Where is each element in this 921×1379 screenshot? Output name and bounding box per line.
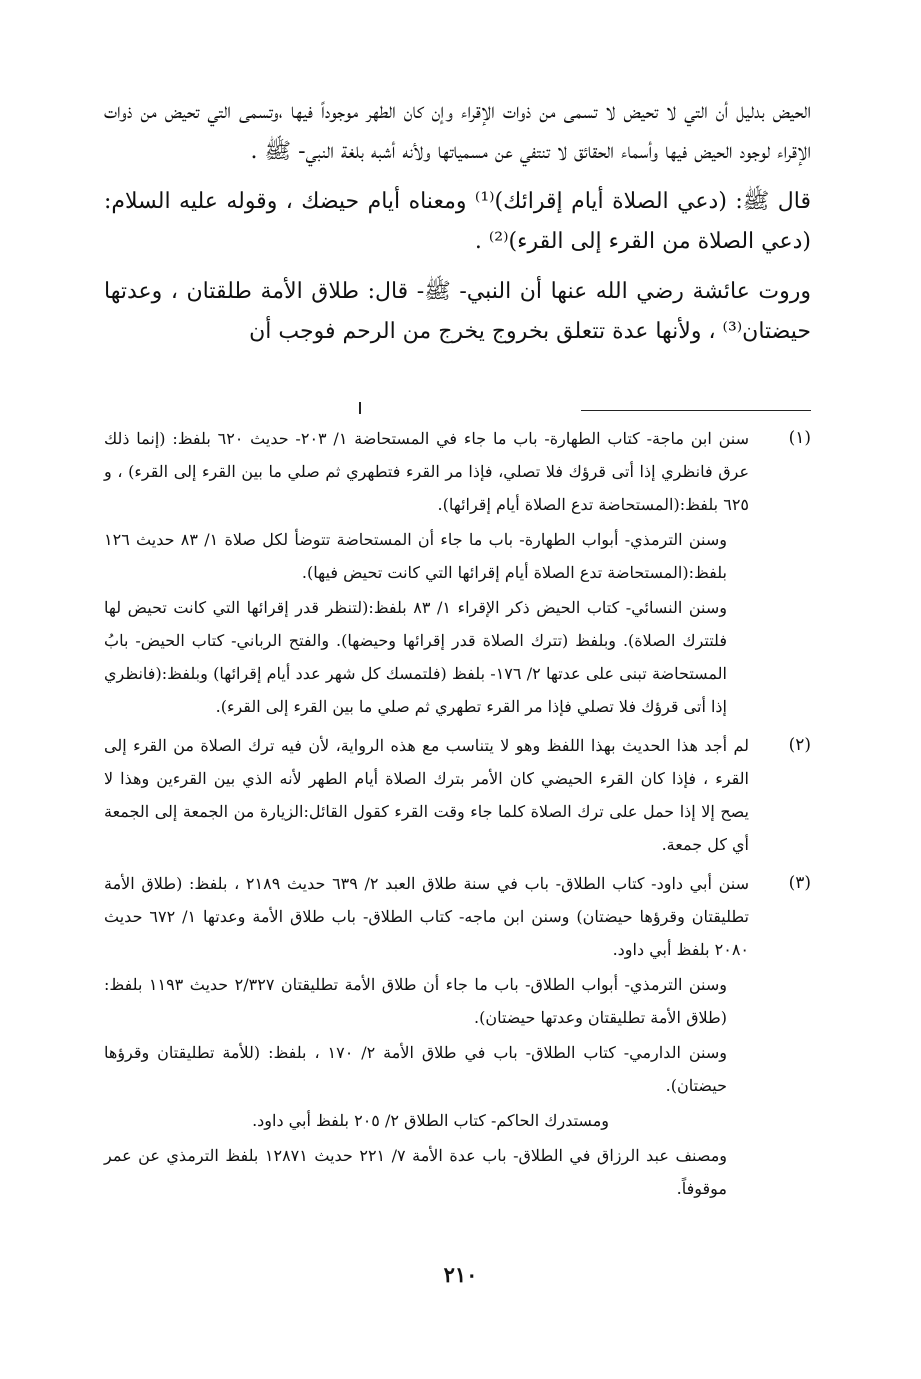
page-number: ٢١٠ bbox=[443, 1262, 478, 1287]
main-paragraph-1: الحيض بدليل أن التي لا تحيض لا تسمى من ذوات الإقراء وإن كان الطهر موجوداً فيها ،وتسمى التي تحيض من ذوات الإقراء لوجود الحيض فيها وأسماء الحقائق لا تنتفي عن مسمياتها ولأنه أشبه بلغة النبي- ﷺ . bbox=[104, 99, 811, 164]
footnote-paragraph: وسنن الدارمي- كتاب الطلاق- باب في طلاق الأمة ٢/ ١٧٠ ، بلفظ: (للأمة تطليقتان وقرؤها حيضتان). bbox=[104, 1043, 728, 1095]
footnote-number: (٣) bbox=[788, 873, 811, 893]
footnote-number: (٢) bbox=[788, 735, 811, 755]
footnote-3 bbox=[104, 867, 811, 1205]
main-paragraph-2: قال ﷺ: (دعي الصلاة أيام إقرائك)⁽¹⁾ ومعناه أيام حيضك ، وقوله عليه السلام: (دعي الصلاة من القرء إلى القرء)⁽²⁾ . bbox=[104, 189, 811, 254]
footnote-paragraph: وسنن الترمذي- أبواب الطلاق- باب ما جاء أن طلاق الأمة تطليقتان ٢/٣٢٧ حديث ١١٩٣ بلفظ: (طلاق الأمة تطليقتان وعدتها حيضتان). bbox=[104, 975, 728, 1027]
footnote-number: (١) bbox=[788, 428, 811, 448]
separator-tick-mark bbox=[359, 402, 361, 414]
footnote-separator bbox=[581, 410, 811, 411]
main-paragraph-3: وروت عائشة رضي الله عنها أن النبي- ﷺ- قال: طلاق الأمة طلقتان ، وعدتها حيضتان⁽³⁾ ، ولأنها عدة تتعلق بخروج يخرج من الرحم فوجب أن bbox=[104, 279, 811, 344]
footnotes bbox=[104, 422, 811, 1211]
footnote-2 bbox=[104, 729, 811, 861]
footnote-paragraph: ومستدرك الحاكم- كتاب الطلاق ٢/ ٢٠٥ بلفظ أبي داود. bbox=[252, 1111, 609, 1130]
footnote-paragraph: ومصنف عبد الرزاق في الطلاق- باب عدة الأمة ٧/ ٢٢١ حديث ١٢٨٧١ بلفظ الترمذي عن عمر موقوفاً. bbox=[104, 1146, 728, 1198]
footnote-paragraph: وسنن الترمذي- أبواب الطهارة- باب ما جاء أن المستحاضة تتوضأ لكل صلاة ١/ ٨٣ حديث ١٢٦ بلفظ:(المستحاضة تدع الصلاة أيام إقرائها التي كانت تحيض فيها). bbox=[104, 530, 727, 582]
main-text bbox=[104, 92, 811, 362]
footnote-paragraph: وسنن النسائي- كتاب الحيض ذكر الإقراء ١/ ٨٣ بلفظ:(لتنظر قدر إقرائها التي كانت تحيض لها فلتترك الصلاة). وبلفظ (تترك الصلاة قدر إقرائها وحيضها). والفتح الرباني- كتاب الحيض- بابُ المستحاضة تبنى على عدتها ٢/ ١٧٦- بلفظ (فلتمسك كل شهر عدد أيام إقرائها) وبلفظ:(فانظري إذا أتى قرؤك فلا تصلي فإذا مر القرء تطهري ثم صلي ما بين القرء إلى القرء). bbox=[104, 598, 727, 716]
footnote-1 bbox=[104, 422, 811, 723]
footnote-paragraph: سنن أبي داود- كتاب الطلاق- باب في سنة طلاق العبد ٢/ ٦٣٩ حديث ٢١٨٩ ، بلفظ: (طلاق الأمة تطليقتان وقرؤها حيضتان) وسنن ابن ماجه- كتاب الطلاق- باب طلاق الأمة وعدتها ١/ ٦٧٢ حديث ٢٠٨٠ بلفظ أبي داود. bbox=[104, 874, 749, 959]
footnote-paragraph: لم أجد هذا الحديث بهذا اللفظ وهو لا يتناسب مع هذه الرواية، لأن فيه ترك الصلاة من القرء إلى القرء ، فإذا كان القرء الحيضي كان الأمر بترك الصلاة أيام الطهر لأنه الذي بين القرءين وهذا لا يصح إلا إذا حمل على ترك الصلاة كلما جاء وقت القرء كقول القائل:الزيارة من الجمعة إلى الجمعة أي كل جمعة. bbox=[104, 736, 749, 854]
footnote-paragraph: سنن ابن ماجة- كتاب الطهارة- باب ما جاء في المستحاضة ١/ ٢٠٣- حديث ٦٢٠ بلفظ: (إنما ذلك عرق فانظري إذا أتى قرؤك فلا تصلي، فإذا مر القرء فتطهري ثم صلي ما بين القرء إلى القرء) ، و ٦٢٥ بلفظ:(المستحاضة تدع الصلاة أيام إقرائها). bbox=[104, 429, 750, 514]
